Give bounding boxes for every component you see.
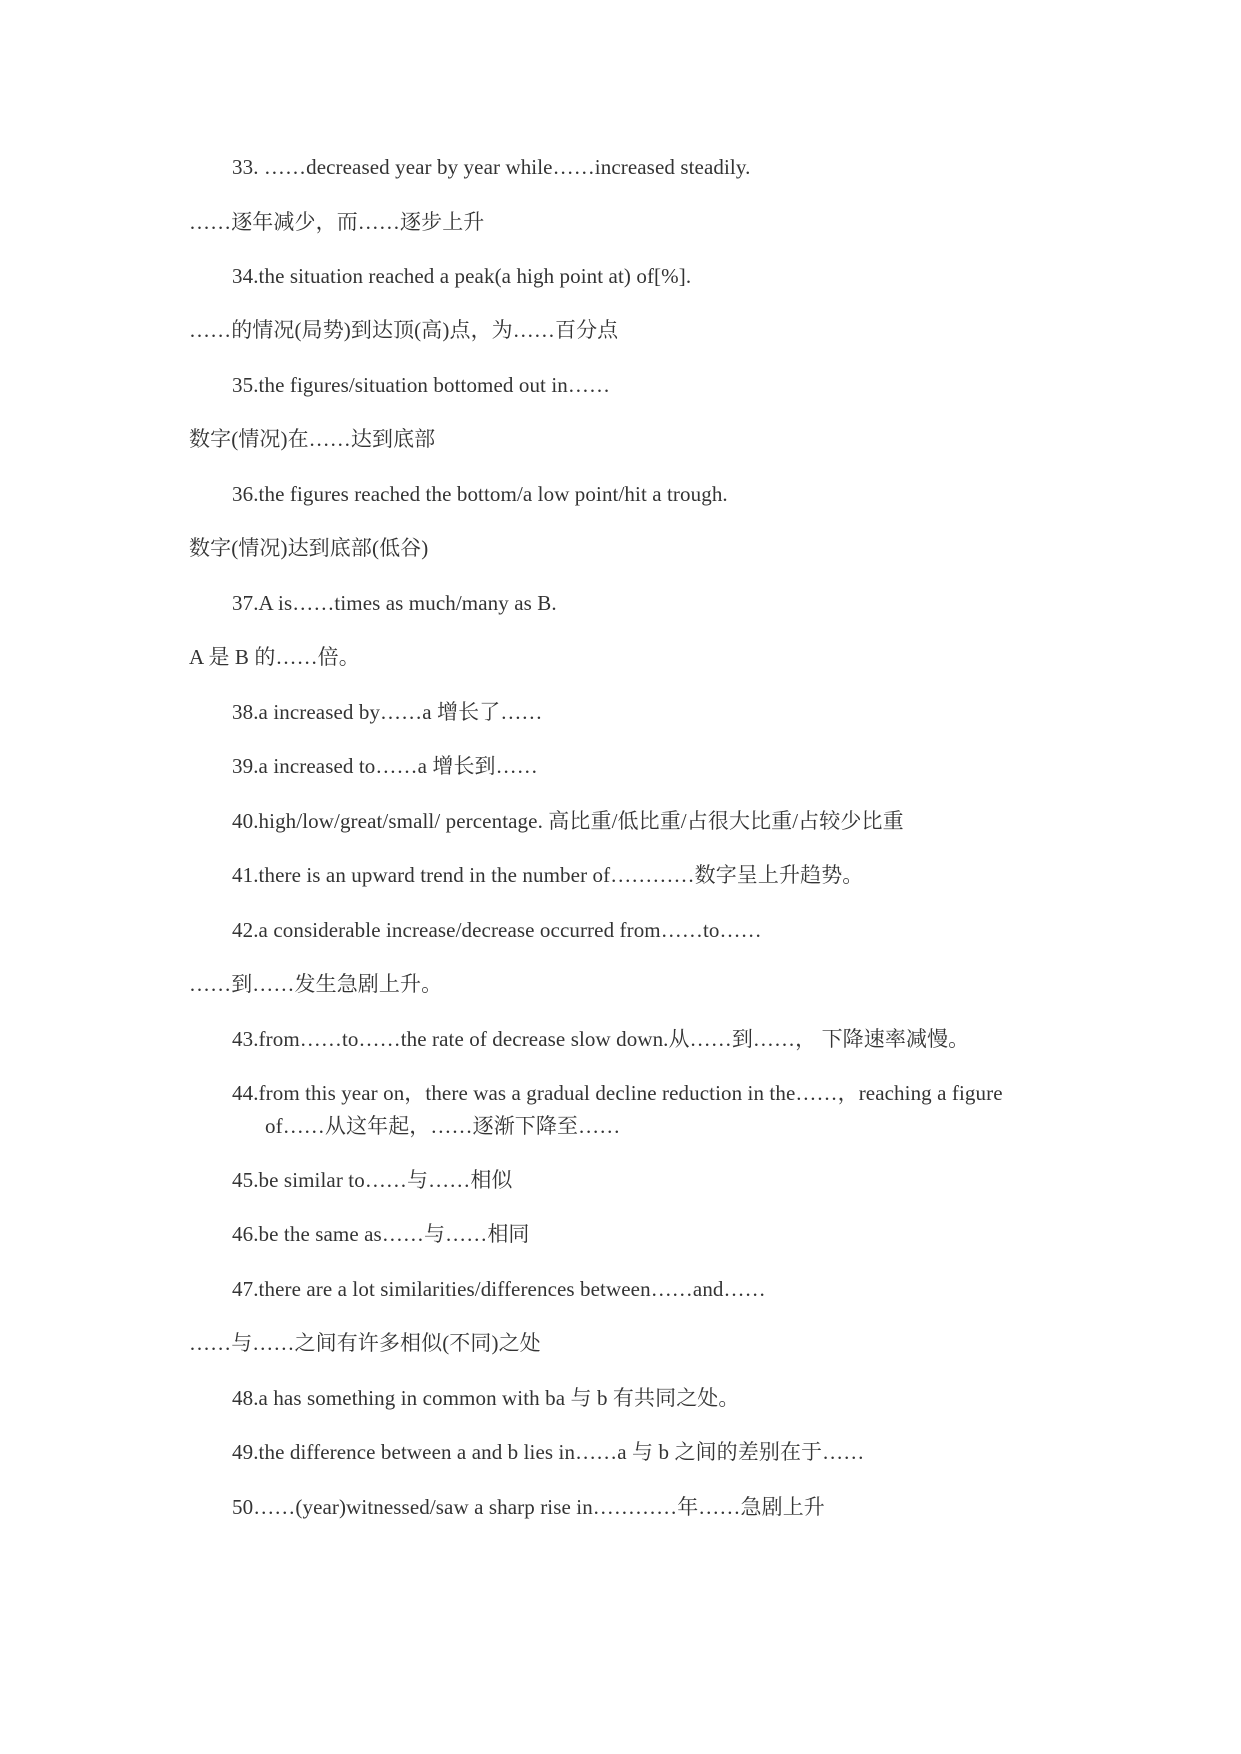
phrase-42-zh: ……到……发生急剧上升。: [189, 972, 443, 996]
phrase-35-zh: 数字(情况)在……达到底部: [189, 427, 436, 451]
phrase-45: 45.be similar to……与……相似: [232, 1168, 513, 1192]
phrase-47-en: 47.there are a lot similarities/differences between……and……: [232, 1277, 766, 1301]
phrase-33-en: 33. ……decreased year by year while……increased steadily.: [232, 155, 751, 179]
phrase-48: 48.a has something in common with ba 与 b 有共同之处。: [232, 1386, 740, 1410]
phrase-34-zh: ……的情况(局势)到达顶(高)点，为……百分点: [189, 318, 619, 342]
phrase-43: 43.from……to……the rate of decrease slow down.从……到……， 下降速率减慢。: [232, 1027, 970, 1051]
phrase-42-en: 42.a considerable increase/decrease occurred from……to……: [232, 918, 762, 942]
phrase-37-en: 37.A is……times as much/many as B.: [232, 591, 557, 615]
phrase-36-en: 36.the figures reached the bottom/a low point/hit a trough.: [232, 482, 728, 506]
phrase-44-line1: 44.from this year on，there was a gradual decline reduction in the……，reaching a figure: [232, 1081, 1003, 1105]
phrase-41: 41.there is an upward trend in the number of…………数字呈上升趋势。: [232, 863, 864, 887]
phrase-46: 46.be the same as……与……相同: [232, 1222, 530, 1246]
phrase-50: 50……(year)witnessed/saw a sharp rise in…………年……急剧上升: [232, 1495, 825, 1519]
phrase-47-zh: ……与……之间有许多相似(不同)之处: [189, 1331, 541, 1355]
phrase-33-zh: ……逐年减少，而……逐步上升: [189, 210, 485, 234]
phrase-44-line2: of……从这年起，……逐渐下降至……: [265, 1114, 621, 1138]
phrase-34-en: 34.the situation reached a peak(a high point at) of[%].: [232, 264, 692, 288]
phrase-39: 39.a increased to……a 增长到……: [232, 754, 538, 778]
phrase-37-zh: A 是 B 的……倍。: [189, 645, 360, 669]
phrase-35-en: 35.the figures/situation bottomed out in……: [232, 373, 611, 397]
phrase-49: 49.the difference between a and b lies in……a 与 b 之间的差别在于……: [232, 1440, 865, 1464]
phrase-38: 38.a increased by……a 增长了……: [232, 700, 543, 724]
phrase-36-zh: 数字(情况)达到底部(低谷): [189, 536, 429, 560]
phrase-40: 40.high/low/great/small/ percentage. 高比重/低比重/占很大比重/占较少比重: [232, 809, 904, 833]
